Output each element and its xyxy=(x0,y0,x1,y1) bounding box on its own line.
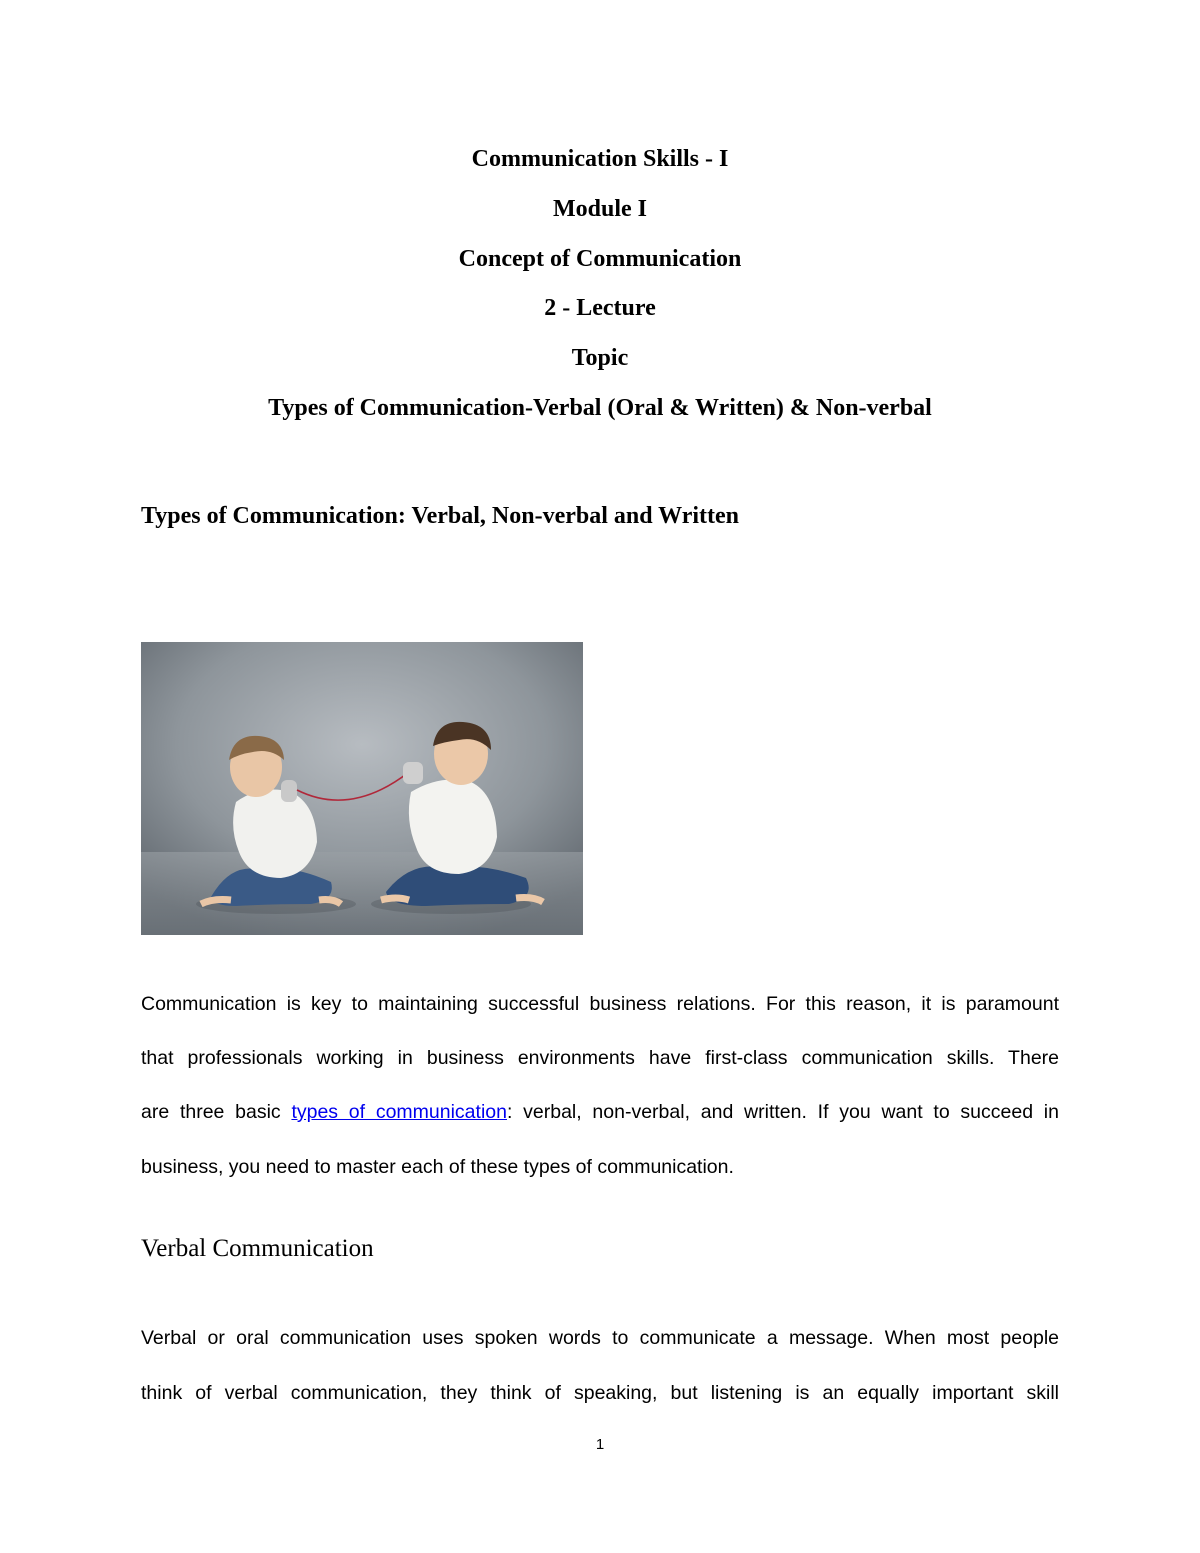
intro-line-3-before: are three basic xyxy=(141,1101,292,1123)
verbal-communication-heading: Verbal Communication xyxy=(141,1235,374,1262)
types-of-communication-link[interactable]: types of communication xyxy=(291,1101,507,1123)
intro-line-4: business, you need to master each of these types of communication. xyxy=(141,1156,734,1178)
intro-line-2: that professionals working in business environments have first-class communication skills. There xyxy=(141,1047,1059,1069)
photo-illustration xyxy=(141,642,583,935)
intro-line-3-after: : verbal, non-verbal, and written. If you want to succeed in xyxy=(506,1101,1059,1123)
section-heading: Types of Communication: Verbal, Non-verbal and Written xyxy=(141,503,740,529)
topic-label: Topic xyxy=(571,345,629,371)
children-tin-can-phone-photo xyxy=(141,642,583,935)
intro-line-3 xyxy=(141,1100,1059,1124)
lecture-title: 2 - Lecture xyxy=(544,295,656,321)
module-title: Module I xyxy=(552,196,647,222)
topic-title: Types of Communication-Verbal (Oral & Written) & Non-verbal xyxy=(268,395,932,421)
intro-line-1: Communication is key to maintaining successful business relations. For this reason, it is paramount xyxy=(141,993,1059,1015)
course-title: Communication Skills - I xyxy=(471,146,729,172)
verbal-line-1: Verbal or oral communication uses spoken words to communicate a message. When most people xyxy=(141,1327,1059,1349)
page-number: 1 xyxy=(595,1436,605,1453)
verbal-line-2: think of verbal communication, they think of speaking, but listening is an equally important skill xyxy=(141,1382,1059,1404)
concept-title: Concept of Communication xyxy=(458,246,742,272)
